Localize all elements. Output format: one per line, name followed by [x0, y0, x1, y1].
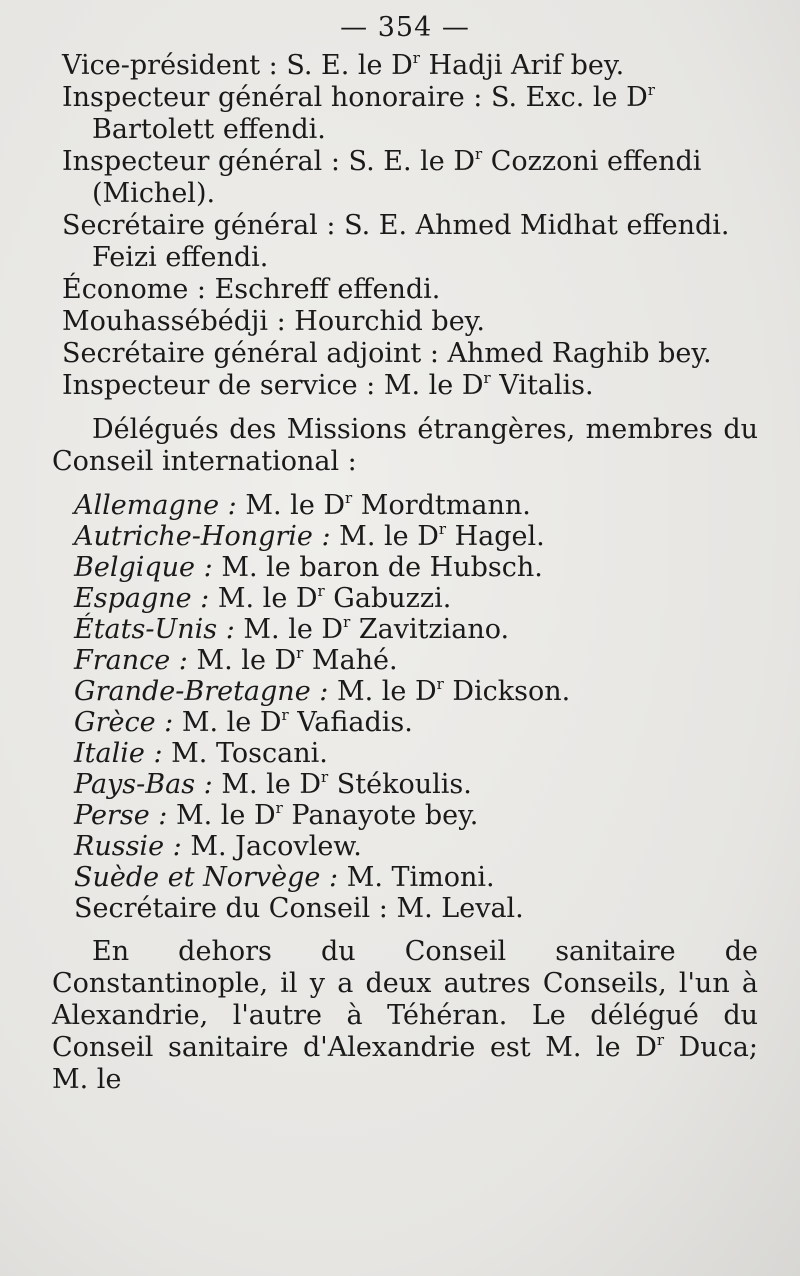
- delegate-name: M. le $D^r$ Zavitziano.: [243, 613, 510, 645]
- secretary-label: Secrétaire du Conseil :: [74, 893, 388, 924]
- delegate-country: France :: [74, 645, 188, 676]
- officer-entry: [52, 50, 758, 82]
- delegates-list: [52, 490, 758, 924]
- delegate-name: M. le baron de Hubsch.: [221, 552, 543, 583]
- officer-entry: [52, 82, 758, 146]
- delegate-country: Pays-Bas :: [74, 769, 213, 800]
- delegate-country: Grande-Bretagne :: [74, 676, 329, 707]
- officer-label: Inspecteur de service :: [62, 370, 376, 401]
- officer-label: Mouhassébédji :: [62, 306, 286, 337]
- officer-label: Économe :: [62, 274, 206, 305]
- delegate-entry: [52, 800, 758, 831]
- delegate-entry: [52, 831, 758, 862]
- officer-label: Inspecteur général :: [62, 146, 340, 177]
- delegate-country: Allemagne :: [74, 490, 237, 521]
- officer-entry: [52, 306, 758, 338]
- officer-label: Vice-président :: [62, 50, 278, 81]
- officer-value: S. Exc. le $D^r$ Bartolett effendi.: [92, 81, 655, 145]
- secretary-value: M. Leval.: [396, 893, 524, 924]
- delegate-name: M. le $D^r$ Mordtmann.: [245, 489, 531, 521]
- delegate-entry: [52, 676, 758, 707]
- officer-value: M. le $D^r$ Vitalis.: [383, 369, 594, 401]
- delegate-name: M. Toscani.: [171, 738, 328, 769]
- delegate-name: M. le $D^r$ Stékoulis.: [221, 768, 472, 800]
- delegate-entry: [52, 583, 758, 614]
- delegate-country: Russie :: [74, 831, 182, 862]
- officers-list: [52, 50, 758, 402]
- delegate-entry: [52, 521, 758, 552]
- delegate-entry: [52, 769, 758, 800]
- delegate-name: M. le $D^r$ Gabuzzi.: [217, 582, 452, 614]
- delegate-entry: [52, 645, 758, 676]
- delegates-intro: Délégués des Missions étrangères, membres du Conseil international :: [52, 414, 758, 477]
- delegate-name: M. le $D^r$ Panayote bey.: [175, 799, 479, 831]
- delegate-entry: [52, 614, 758, 645]
- officer-label: Inspecteur général honoraire :: [62, 82, 483, 113]
- delegate-country: Belgique :: [74, 552, 213, 583]
- officer-label: Secrétaire général :: [62, 210, 336, 241]
- officer-entry: [52, 210, 758, 274]
- officer-value: Ahmed Raghib bey.: [447, 338, 712, 369]
- delegate-name: M. le $D^r$ Vafiadis.: [181, 706, 413, 738]
- delegate-country: Autriche-Hongrie :: [74, 521, 331, 552]
- delegate-entry: [52, 738, 758, 769]
- officer-entry: [52, 338, 758, 370]
- officer-value: Eschreff effendi.: [214, 274, 441, 305]
- delegate-name: M. Jacovlew.: [190, 831, 362, 862]
- page-number: — 354 —: [340, 12, 470, 43]
- officer-value: S. E. Ahmed Midhat effendi. Feizi effendi.: [92, 210, 730, 273]
- closing-paragraph: En dehors du Conseil sanitaire de Constantinople, il y a deux autres Conseils, l'un à Alexandrie, l'autre à Téhéran. Le délégué du Conseil sanitaire d'Alexandrie est M. le $D^r$ Duca; M. le: [52, 936, 758, 1095]
- delegate-country: Italie :: [74, 738, 163, 769]
- delegate-country: États-Unis :: [74, 614, 235, 645]
- delegate-entry: [52, 862, 758, 893]
- officer-value: Hourchid bey.: [294, 306, 485, 337]
- delegate-name: M. Timoni.: [346, 862, 495, 893]
- officer-entry: [52, 146, 758, 210]
- officer-entry: [52, 370, 758, 402]
- delegate-country: Suède et Norvège :: [74, 862, 339, 893]
- delegate-name: M. le $D^r$ Hagel.: [339, 520, 545, 552]
- delegate-country: Espagne :: [74, 583, 210, 614]
- delegate-entry: [52, 707, 758, 738]
- delegate-entry: [52, 552, 758, 583]
- officer-value: S. E. le $D^r$ Hadji Arif bey.: [286, 49, 625, 81]
- delegate-country: Perse :: [74, 800, 168, 831]
- delegate-name: M. le $D^r$ Dickson.: [336, 675, 571, 707]
- delegate-country: Grèce :: [74, 707, 174, 738]
- officer-label: Secrétaire général adjoint :: [62, 338, 439, 369]
- officer-value: S. E. le $D^r$ Cozzoni effendi (Michel).: [92, 145, 702, 209]
- officer-entry: [52, 274, 758, 306]
- delegate-entry: [52, 490, 758, 521]
- delegate-name: M. le $D^r$ Mahé.: [196, 644, 398, 676]
- secretary-entry: [52, 893, 758, 924]
